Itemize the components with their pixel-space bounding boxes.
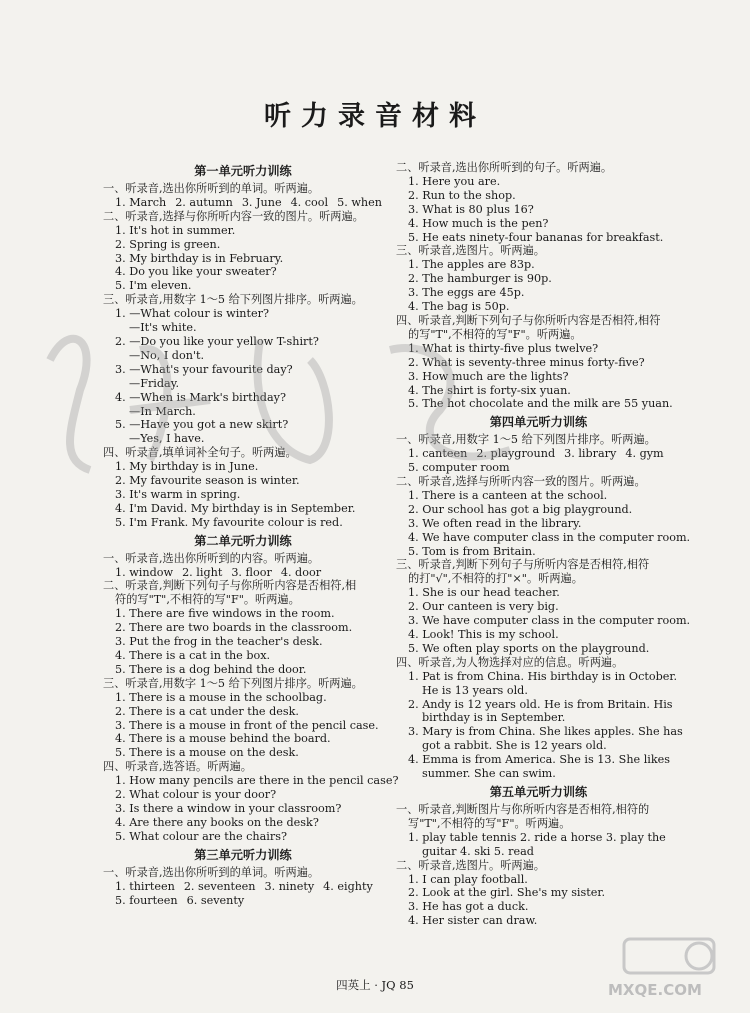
text-line: 5. I'm eleven. <box>115 279 192 293</box>
text-line: 1. —What colour is winter? <box>115 307 269 321</box>
text-line: 3. —What's your favourite day? <box>115 362 293 376</box>
option-item: 1. March <box>115 195 167 209</box>
text-line: summer. She can swim. <box>422 767 556 781</box>
left-column <box>103 160 399 907</box>
text-line: birthday is in September. <box>422 711 566 725</box>
question-heading: 一、听录音,判断图片与你所听内容是否相符,相符的 <box>396 802 650 816</box>
question-heading: 三、听录音,用数字 1～5 给下列图片排序。听两遍。 <box>103 293 363 307</box>
text-line: 1. Pat is from China. His birthday is in October. <box>408 669 678 683</box>
text-line: 3. Mary is from China. She likes apples. She has <box>408 725 683 739</box>
text-line: —It's white. <box>129 321 197 335</box>
text-line: 1. She is our head teacher. <box>408 586 560 600</box>
question-heading: 二、听录音,选择与所听内容一致的图片。听两遍。 <box>396 475 646 489</box>
text-line: 3. Is there a window in your classroom? <box>115 801 342 815</box>
text-line: 4. The bag is 50p. <box>408 300 510 314</box>
text-line: 4. —When is Mark's birthday? <box>115 390 286 404</box>
text-line: —Friday. <box>129 376 180 390</box>
site-logo <box>594 933 744 1005</box>
option-item: 1. canteen <box>408 447 468 461</box>
text-line: 3. Put the frog in the teacher's desk. <box>115 635 323 649</box>
text-line: 2. Our school has got a big playground. <box>408 502 633 516</box>
question-heading: 一、听录音,选出你所听到的单词。听两遍。 <box>103 182 320 195</box>
text-line: 1. Here you are. <box>408 174 501 188</box>
option-item: 3. floor <box>231 565 272 579</box>
text-line: 2. Run to the shop. <box>408 188 516 202</box>
text-line: 符的写"T",不相符的写"F"。听两遍。 <box>115 593 300 607</box>
question-heading: 三、听录音,判断下列句子与所听内容是否相符,相符 <box>396 558 650 572</box>
text-line: 2. Andy is 12 years old. He is from Britain. His <box>408 697 673 711</box>
text-line: 1. There is a mouse in the schoolbag. <box>115 690 327 704</box>
question-heading: 四、听录音,填单词补全句子。听两遍。 <box>103 446 297 460</box>
text-line: 5. What colour are the chairs? <box>115 829 287 843</box>
text-line: 2. —Do you like your yellow T-shirt? <box>115 334 319 348</box>
text-line: 4. Do you like your sweater? <box>115 265 277 279</box>
question-heading: 二、听录音,判断下列句子与你所听内容是否相符,相 <box>103 579 357 593</box>
text-line: 5. —Have you got a new skirt? <box>115 418 289 432</box>
text-line: 3. It's warm in spring. <box>115 487 241 501</box>
text-line: 的写"T",不相符的写"F"。听两遍。 <box>408 327 582 341</box>
question-heading: 二、听录音,选出你所听到的句子。听两遍。 <box>396 161 613 174</box>
option-item: 2. playground <box>476 447 556 461</box>
text-line: 5. There is a dog behind the door. <box>115 662 307 676</box>
text-line: He is 13 years old. <box>422 683 528 697</box>
text-line: 5. I'm Frank. My favourite colour is red. <box>115 515 343 529</box>
text-line: 1. My birthday is in June. <box>115 460 259 474</box>
right-column <box>396 161 691 928</box>
question-heading: 二、听录音,选择与你所听内容一致的图片。听两遍。 <box>103 209 364 223</box>
text-line: 3. He has got a duck. <box>408 900 529 914</box>
option-item: 5. when <box>337 195 382 209</box>
text-line: 3. My birthday is in February. <box>115 251 284 265</box>
question-heading: 三、听录音,选图片。听两遍。 <box>396 244 545 258</box>
option-row <box>103 894 383 908</box>
option-item: 4. gym <box>625 447 664 461</box>
text-line: 4. Look! This is my school. <box>408 628 559 641</box>
text-line: 3. How much are the lights? <box>408 369 569 383</box>
option-item: 3. June <box>241 195 282 209</box>
text-line: 5. computer room <box>408 461 510 475</box>
question-heading: 二、听录音,选图片。听两遍。 <box>396 858 545 872</box>
text-line: 5. The hot chocolate and the milk are 55 yuan. <box>408 397 673 411</box>
question-heading: 一、听录音,用数字 1～5 给下列图片排序。听两遍。 <box>396 433 656 447</box>
text-line: 5. Tom is from Britain. <box>408 544 536 558</box>
option-row <box>396 447 681 461</box>
text-line: 2. Spring is green. <box>115 237 221 251</box>
logo-text: MXQE.COM <box>608 981 702 999</box>
text-line: 2. There is a cat under the desk. <box>115 704 299 718</box>
text-line: 1. It's hot in summer. <box>115 223 236 237</box>
page-footer: 四英上 · JQ 85 <box>336 978 414 992</box>
text-line: 1. There is a canteen at the school. <box>408 488 608 502</box>
text-line: 的打"√",不相符的打"×"。听两遍。 <box>408 572 583 586</box>
text-line: 1. How many pencils are there in the pencil case? <box>115 774 399 788</box>
text-line: 2. There are two boards in the classroom. <box>115 621 353 635</box>
text-line: 写"T",不相符的写"F"。听两遍。 <box>408 816 571 830</box>
text-line: 4. Emma is from America. She is 13. She likes <box>408 753 670 767</box>
option-item: 2. light <box>182 565 223 579</box>
text-line: 5. There is a mouse on the desk. <box>115 746 299 760</box>
option-row <box>103 880 383 894</box>
option-row <box>103 196 383 210</box>
option-item: 4. door <box>280 565 322 579</box>
text-line: 4. There is a cat in the box. <box>115 649 271 662</box>
page-title: 听力录音材料 <box>264 101 486 132</box>
text-line: 4. How much is the pen? <box>408 216 549 230</box>
unit-heading: 第一单元听力训练 <box>194 164 292 178</box>
option-item: 4. cool <box>290 195 329 209</box>
unit-heading: 第五单元听力训练 <box>489 784 588 799</box>
text-line: 1. There are five windows in the room. <box>115 607 335 621</box>
text-line: 3. We often read in the library. <box>408 516 582 530</box>
text-line: 2. Our canteen is very big. <box>408 600 559 614</box>
text-line: 4. We have computer class in the computer room. <box>408 530 691 544</box>
text-line: 4. I'm David. My birthday is in September. <box>115 501 356 515</box>
option-item: 1. thirteen <box>115 879 175 893</box>
text-line: 3. What is 80 plus 16? <box>408 202 534 216</box>
text-line: 1. I can play football. <box>408 872 528 886</box>
text-line: 3. There is a mouse in front of the pencil case. <box>115 718 379 732</box>
question-heading: 一、听录音,选出你所听到的单词。听两遍。 <box>103 865 320 879</box>
text-line: 4. The shirt is forty-six yuan. <box>408 383 571 397</box>
option-item: 2. seventeen <box>183 879 256 893</box>
unit-heading: 第二单元听力训练 <box>194 533 292 548</box>
text-line: 2. The hamburger is 90p. <box>408 272 552 286</box>
question-heading: 一、听录音,选出你所听到的内容。听两遍。 <box>103 551 320 565</box>
text-line: 5. He eats ninety-four bananas for breakfast. <box>408 230 664 244</box>
text-line: 3. The eggs are 45p. <box>408 286 525 300</box>
option-item: 6. seventy <box>186 893 245 907</box>
unit-heading: 第三单元听力训练 <box>194 847 292 862</box>
text-line: —In March. <box>129 404 196 418</box>
text-line: got a rabbit. She is 12 years old. <box>422 739 607 753</box>
option-row <box>103 566 383 580</box>
option-item: 5. fourteen <box>115 893 178 907</box>
text-line: —No, I don't. <box>129 348 205 362</box>
text-line: guitar 4. ski 5. read <box>422 844 534 858</box>
question-heading: 四、听录音,选答语。听两遍。 <box>103 760 252 774</box>
text-line: 2. What is seventy-three minus forty-five? <box>408 355 645 369</box>
text-line: 4. Her sister can draw. <box>408 914 538 928</box>
option-item: 4. eighty <box>323 879 373 893</box>
option-item: 2. autumn <box>175 195 233 209</box>
unit-heading: 第四单元听力训练 <box>489 415 588 430</box>
text-line: 1. What is thirty-five plus twelve? <box>408 341 599 355</box>
text-line: 1. play table tennis 2. ride a horse 3. play the <box>408 830 666 844</box>
text-line: 5. We often play sports on the playground. <box>408 641 650 655</box>
option-item: 1. window <box>115 565 174 579</box>
text-line: 2. Look at the girl. She's my sister. <box>408 886 606 900</box>
text-line: 3. We have computer class in the computer room. <box>408 614 691 628</box>
text-line: 4. Are there any books on the desk? <box>115 815 319 829</box>
option-item: 3. ninety <box>264 879 315 893</box>
text-line: 1. The apples are 83p. <box>408 258 535 272</box>
option-item: 3. library <box>564 447 617 461</box>
question-heading: 四、听录音,判断下列句子与你所听内容是否相符,相符 <box>396 313 661 327</box>
text-line: —Yes, I have. <box>129 432 205 446</box>
text-line: 4. There is a mouse behind the board. <box>115 732 331 746</box>
question-heading: 三、听录音,用数字 1～5 给下列图片排序。听两遍。 <box>103 676 363 690</box>
question-heading: 四、听录音,为人物选择对应的信息。听两遍。 <box>396 655 624 669</box>
text-line: 2. My favourite season is winter. <box>115 474 300 488</box>
text-line: 2. What colour is your door? <box>115 788 277 802</box>
